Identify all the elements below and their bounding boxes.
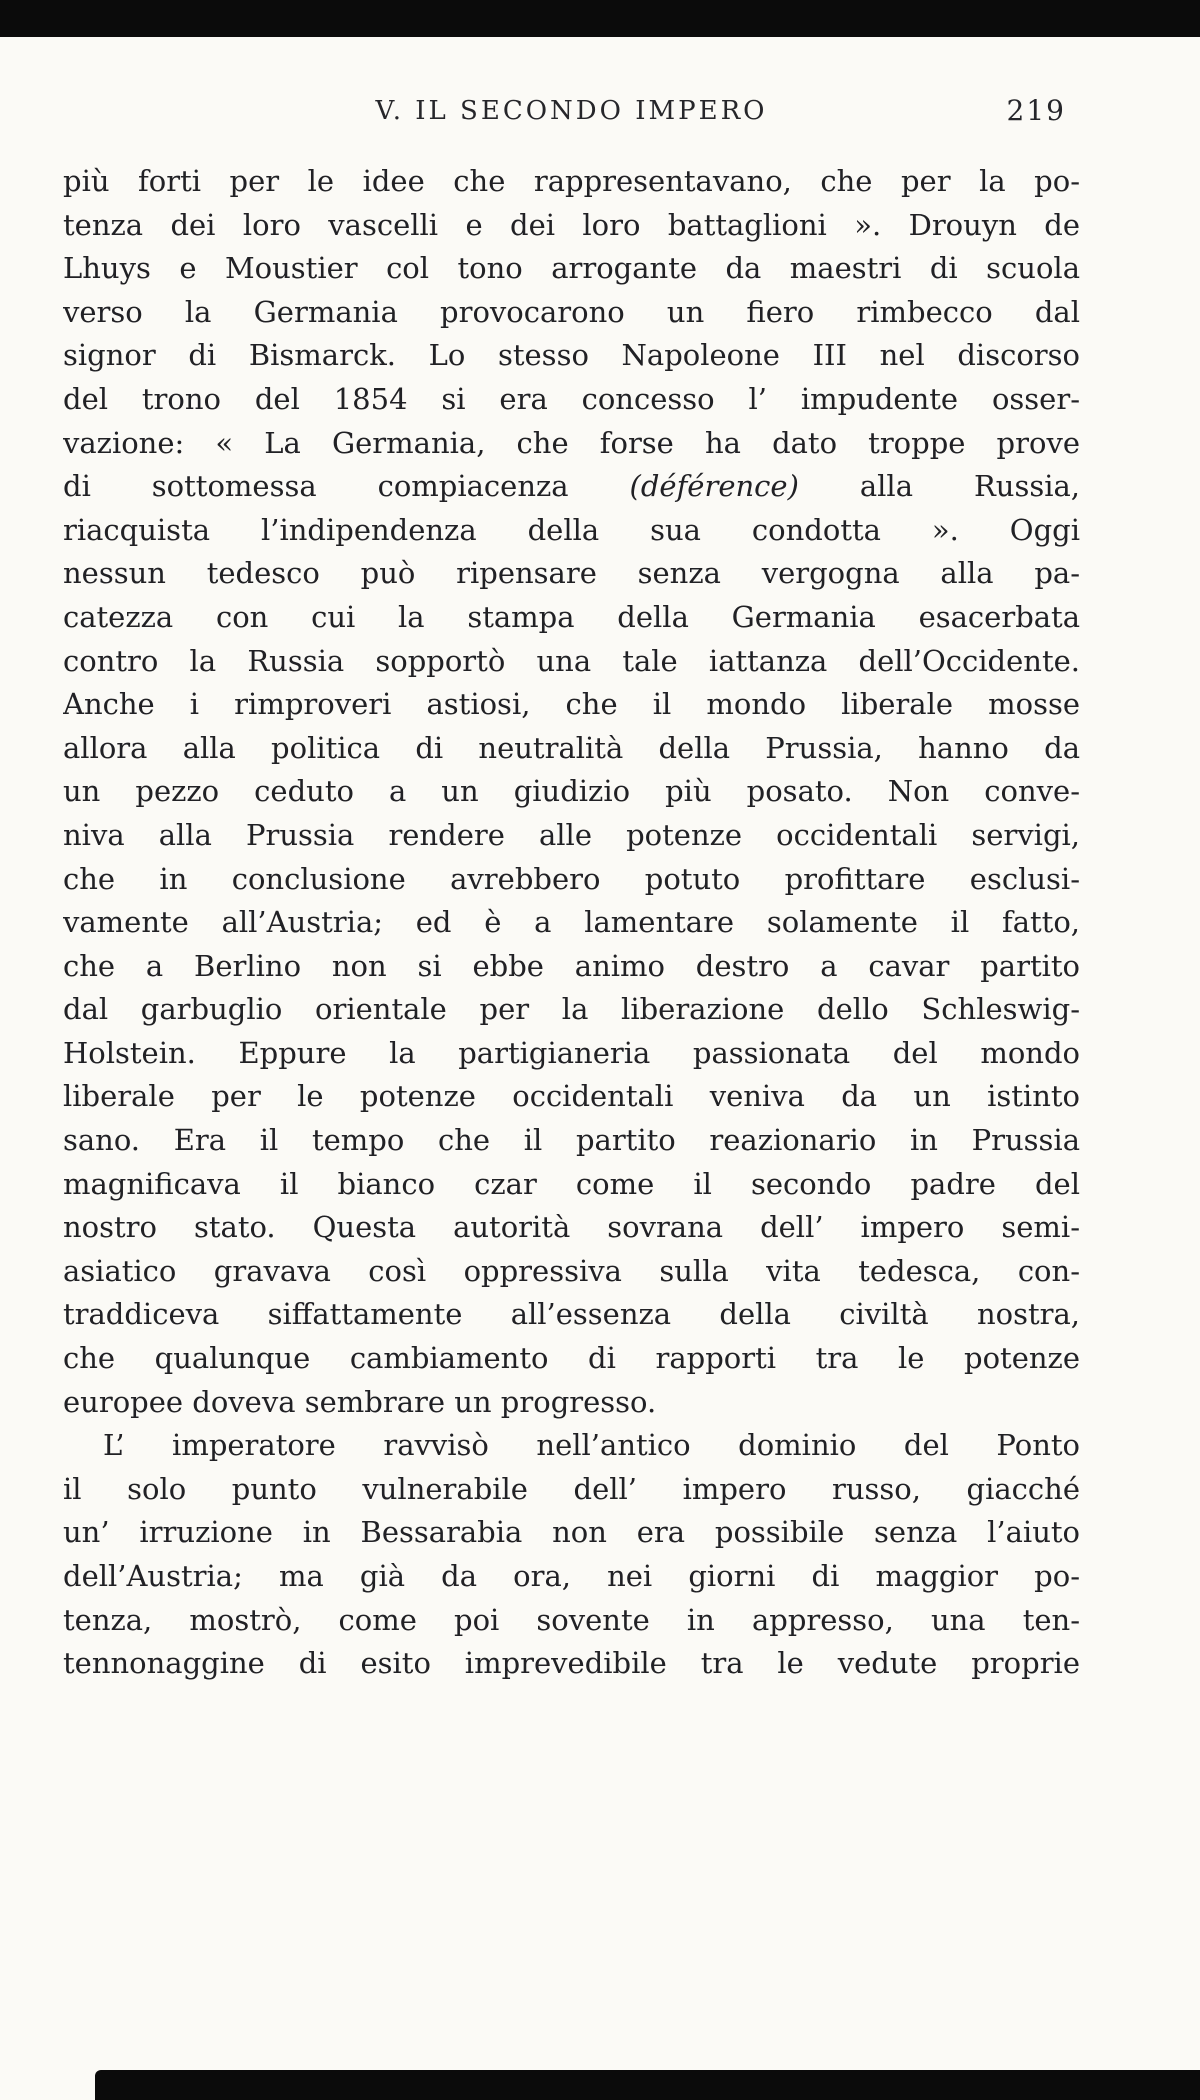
text-line: dell’Austria; ma già da ora, nei giorni di maggior po- <box>63 1559 1080 1593</box>
text-line: tenza, mostrò, come poi sovente in appresso, una ten- <box>63 1602 1080 1637</box>
page-number: 219 <box>1006 94 1066 127</box>
text-line: del trono del 1854 si era concesso l’ impudente osser- <box>63 381 1080 416</box>
italic-phrase: (déférence) <box>629 469 799 504</box>
text-line: Lhuys e Moustier col tono arrogante da maestri di scuola <box>63 251 1080 286</box>
text-line: nostro stato. Questa autorità sovrana dell’ impero semi- <box>63 1210 1080 1245</box>
text-line: magnificava il bianco czar come il secondo padre del <box>63 1166 1080 1201</box>
text-line: che qualunque cambiamento di rapporti tra le potenze <box>63 1341 1080 1376</box>
text-line: che in conclusione avrebbero potuto profittare esclusi- <box>63 861 1080 896</box>
text-line: Anche i rimproveri astiosi, che il mondo liberale mosse <box>63 687 1080 722</box>
text-line: signor di Bismarck. Lo stesso Napoleone III nel discorso <box>63 338 1080 373</box>
text-block <box>63 160 1080 1686</box>
text-line: catezza con cui la stampa della Germania esacerbata <box>63 599 1080 634</box>
running-header <box>63 96 1080 126</box>
text-line: dal garbuglio orientale per la liberazione dello Schleswig- <box>63 992 1080 1027</box>
text-line: Holstein. Eppure la partigianeria passionata del mondo <box>63 1035 1080 1070</box>
text-line: niva alla Prussia rendere alle potenze occidentali servigi, <box>63 817 1080 852</box>
text-line: riacquista l’indipendenza della sua condotta ». Oggi <box>63 512 1080 547</box>
text-line: un’ irruzione in Bessarabia non era possibile senza l’aiuto <box>63 1515 1080 1550</box>
text-line: L’ imperatore ravvisò nell’antico dominio del Ponto <box>103 1428 1080 1463</box>
text-line: vazione: « La Germania, che forse ha dato troppe prove <box>63 425 1080 460</box>
text-line: verso la Germania provocarono un fiero rimbecco dal <box>63 294 1080 329</box>
text-line: che a Berlino non si ebbe animo destro a cavar partito <box>63 948 1080 983</box>
text-line <box>63 465 1080 509</box>
text-line: più forti per le idee che rappresentavano, che per la po- <box>63 164 1080 198</box>
scan-top-bar <box>0 0 1200 37</box>
text-line: traddiceva siffattamente all’essenza della civiltà nostra, <box>63 1297 1080 1332</box>
text-line: contro la Russia sopportò una tale iattanza dell’Occidente. <box>63 643 1080 678</box>
text-line: liberale per le potenze occidentali veniva da un istinto <box>63 1079 1080 1114</box>
text-line: il solo punto vulnerabile dell’ impero russo, giacché <box>63 1471 1080 1506</box>
text-line: asiatico gravava così oppressiva sulla vita tedesca, con- <box>63 1253 1080 1288</box>
text-line: europee doveva sembrare un progresso. <box>63 1384 657 1419</box>
text-line: tenza dei loro vascelli e dei loro battaglioni ». Drouyn de <box>63 207 1080 242</box>
text-line: vamente all’Austria; ed è a lamentare solamente il fatto, <box>63 905 1080 940</box>
text-line: allora alla politica di neutralità della Prussia, hanno da <box>63 730 1080 765</box>
text-line: nessun tedesco può ripensare senza vergogna alla pa- <box>63 556 1080 591</box>
text-line: un pezzo ceduto a un giudizio più posato. Non conve- <box>63 774 1080 809</box>
text-line: tennonaggine di esito imprevedibile tra le vedute proprie <box>63 1646 1080 1681</box>
header-title: V. IL SECONDO IMPERO <box>375 96 768 126</box>
text-line: sano. Era il tempo che il partito reazionario in Prussia <box>63 1123 1080 1158</box>
text-segment: di sottomessa compiacenza <box>63 469 630 504</box>
scan-bottom-bar <box>95 2070 1200 2100</box>
text-segment: alla Russia, <box>798 469 1080 504</box>
